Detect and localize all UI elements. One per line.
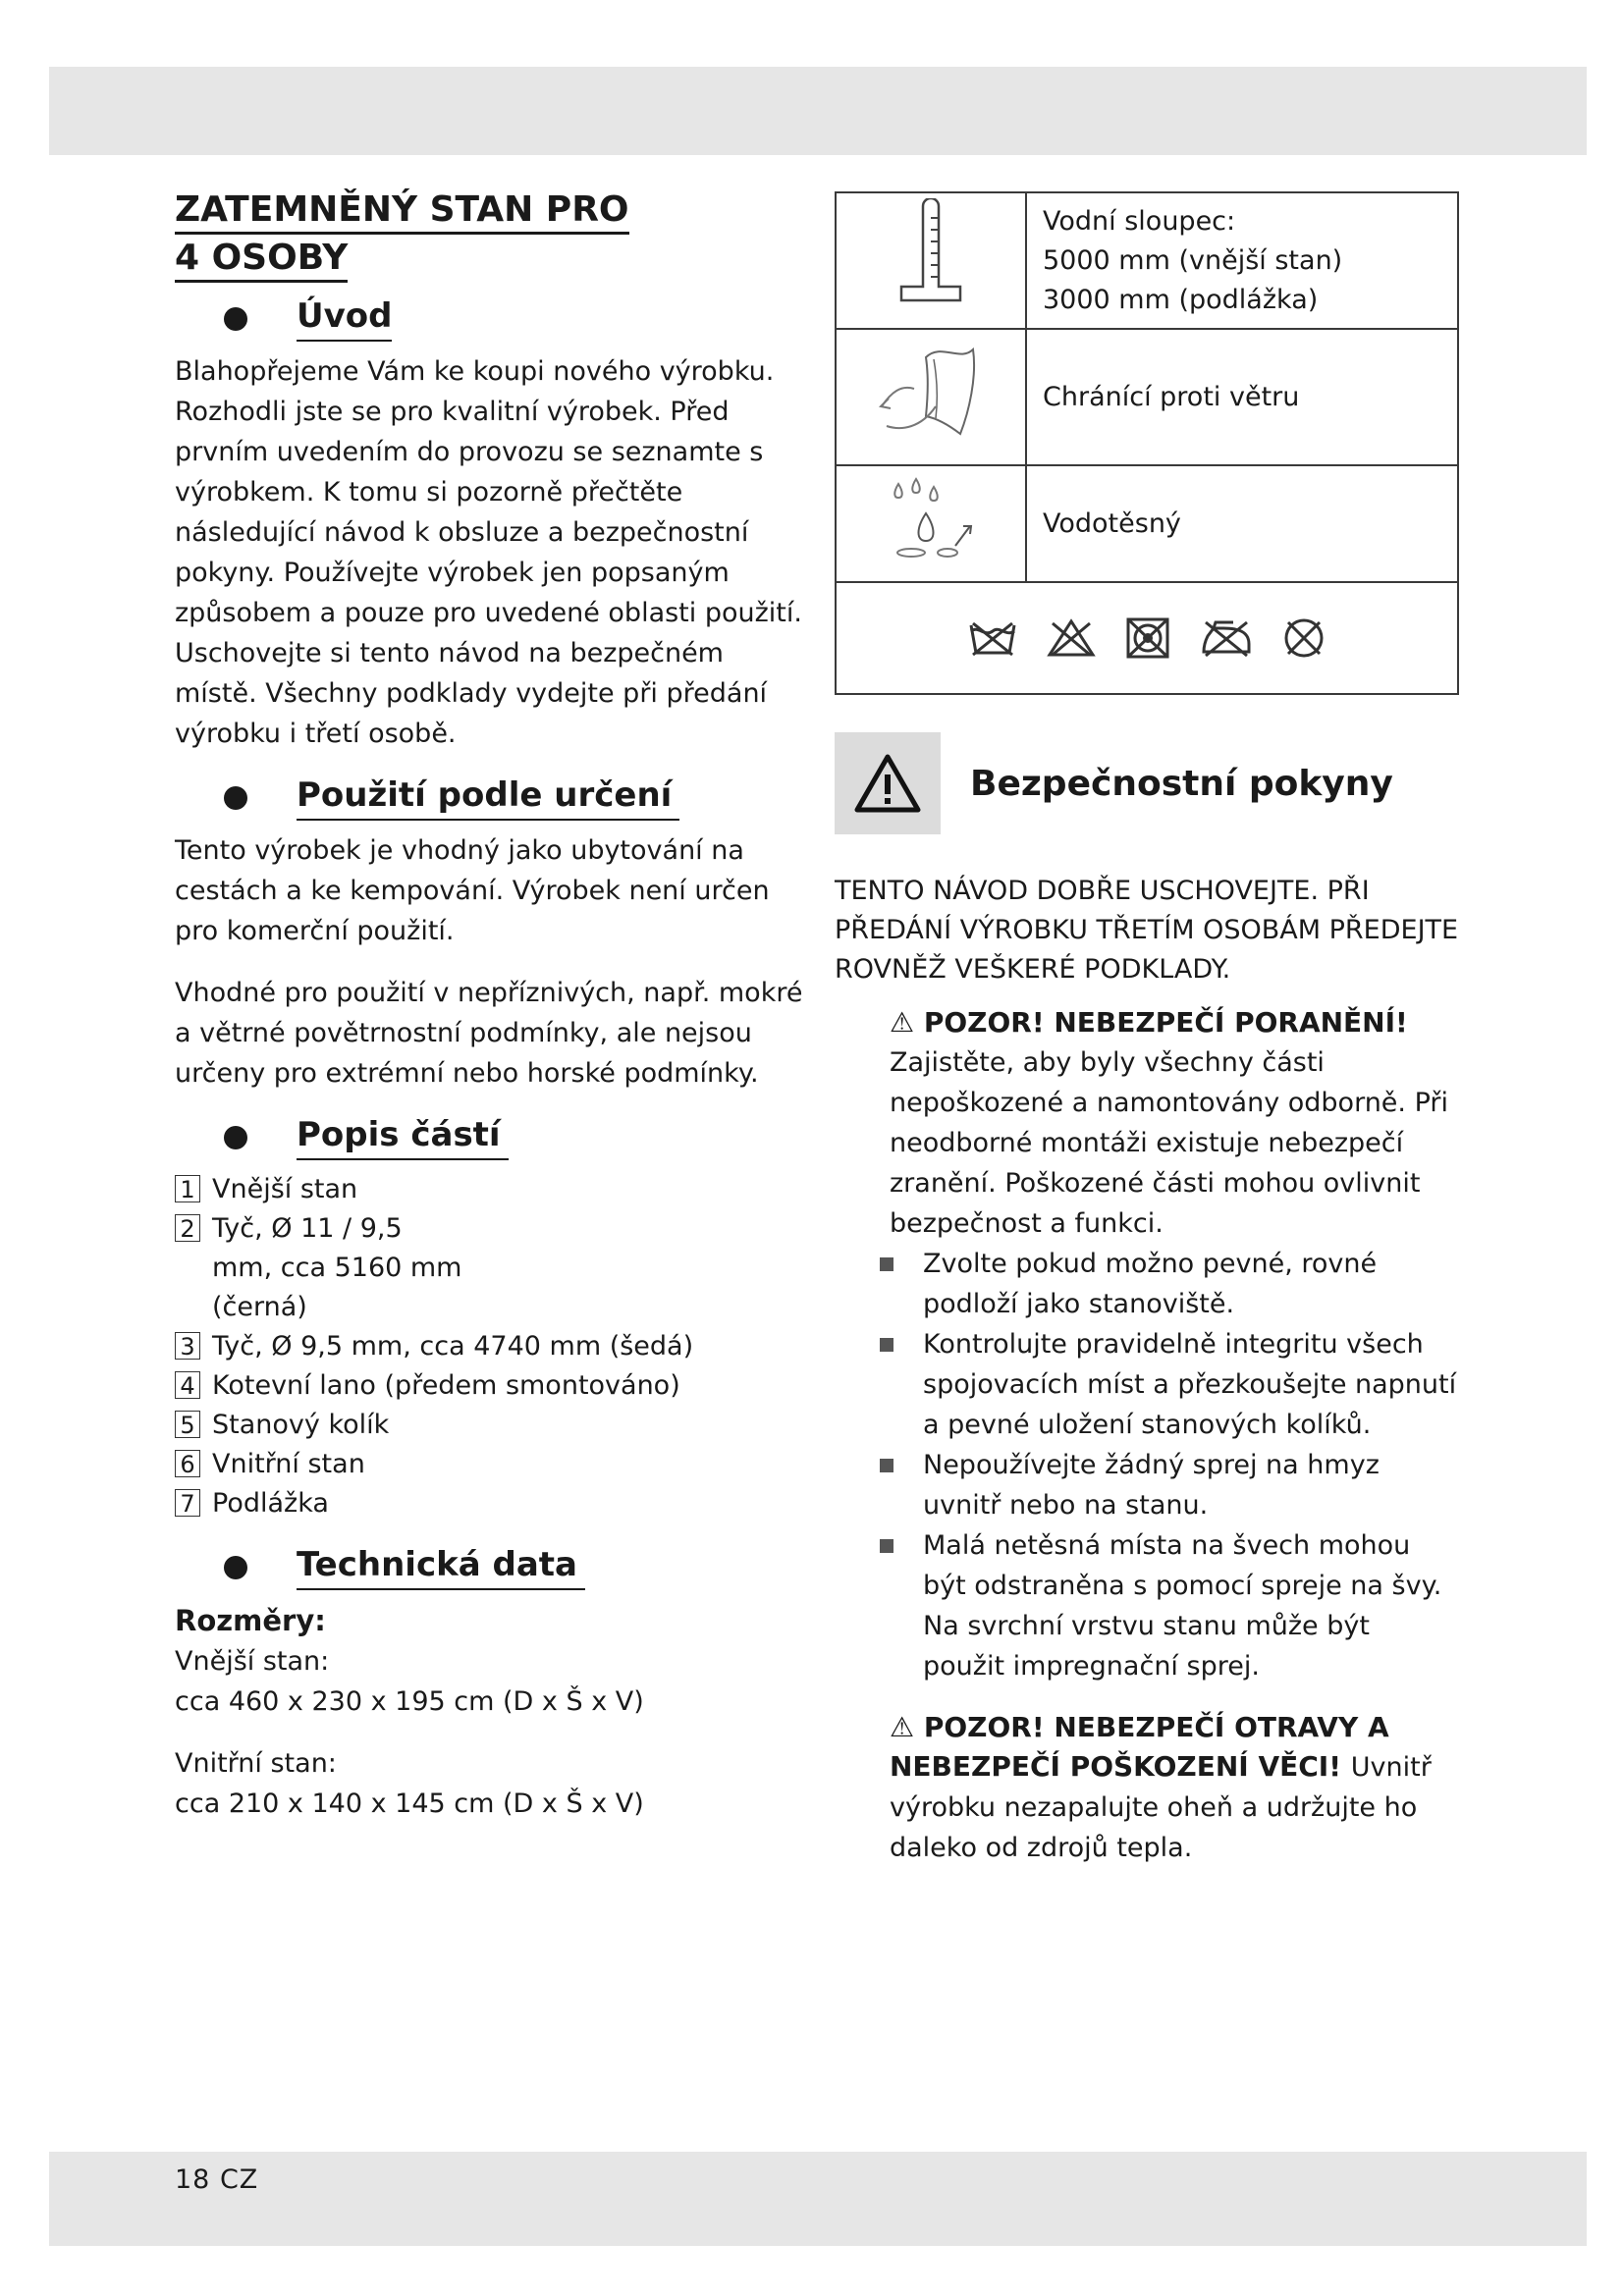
bullet-dot-icon (224, 1126, 247, 1149)
list-item: 1 Vnější stan (175, 1170, 803, 1209)
bullet-dot-icon (224, 786, 247, 810)
warning-icon (853, 753, 922, 814)
no-bleach-icon (1047, 618, 1096, 658)
list-item: 4 Kotevní lano (předem smontováno) (175, 1366, 803, 1406)
water-column-line2: 5000 mm (vnější stan) (1043, 244, 1343, 276)
wind-protection-icon (867, 338, 995, 446)
list-item: 7 Podlážka (175, 1484, 803, 1523)
list-item: 3 Tyč, Ø 9,5 mm, cca 4740 mm (šedá) (175, 1327, 803, 1366)
intended-use-text-2: Vhodné pro použití v nepříznivých, např. mokré a větrné povětrnostní podmínky, ale nejsou určeny pro extrémní nebo horské podmínky. (175, 978, 803, 1089)
water-column-icon (896, 198, 965, 311)
section-parts-heading: Popis částí (224, 1115, 803, 1160)
intended-use-text-1: Tento výrobek je vhodný jako ubytování na cestách a ke kempování. Výrobek není určen pro komerční použití. (175, 835, 770, 946)
water-column-line3: 3000 mm (podlážka) (1043, 284, 1319, 315)
intro-text: Blahopřejeme Vám ke koupi nového výrobku. Rozhodli jste se pro kvalitní výrobek. Před prvním uvedením do provozu se seznamte s výrobkem. K tomu si pozorně přečtěte následující návod k obsluze a bezpečnostní pokyny. Používejte výrobek jen popsaným způsobem a pouze pro uvedené oblasti použití. Uschovejte si tento návod na bezpečném místě. Všechny podklady vydejte při předání výrobku i třetí osobě. (175, 356, 802, 749)
document-title: ZATEMNĚNÝ STAN PRO 4 OSOBY (175, 187, 803, 283)
waterproof-icon (877, 469, 985, 567)
left-column (175, 187, 803, 1824)
section-intended-use-heading: Použití podle určení (224, 775, 803, 821)
no-tumble-dry-icon (1125, 616, 1170, 660)
list-item: Nepoužívejte žádný sprej na hmyz uvnitř nebo na stanu. (890, 1445, 1459, 1525)
water-column-line1: Vodní sloupec: (1043, 205, 1236, 237)
table-row (836, 192, 1458, 329)
dimensions-label: Rozměry: (175, 1604, 326, 1637)
table-row (836, 329, 1458, 465)
safety-instructions (890, 1003, 1459, 1868)
table-row (836, 582, 1458, 694)
list-item: Kontrolujte pravidelně integritu všech spojovacích míst a přezkoušejte napnutí a pevné uložení stanových kolíků. (890, 1324, 1459, 1445)
danger-poison-heading: ⚠ POZOR! NEBEZPEČÍ OTRAVY A NEBEZPEČÍ POŠKOZENÍ VĚCI! Uvnitř výrobku nezapalujte oheň a udržujte ho daleko od zdrojů tepla. (890, 1711, 1432, 1863)
danger-injury-heading: ⚠ POZOR! NEBEZPEČÍ PORANĚNÍ! (890, 1006, 1408, 1039)
list-item: 5 Stanový kolík (175, 1406, 803, 1445)
section-tech-heading: Technická data (224, 1545, 803, 1590)
danger-injury-text: Zajistěte, aby byly všechny části nepoškozené a namontovány odborně. Při neodborné montáži existuje nebezpečí zranění. Poškozené části mohou ovlivnit bezpečnost a funkci. (890, 1047, 1448, 1239)
no-dry-clean-icon (1282, 616, 1326, 660)
bullet-dot-icon (224, 307, 247, 331)
safety-caps-text: TENTO NÁVOD DOBŘE USCHOVEJTE. PŘI PŘEDÁNÍ VÝROBKU TŘETÍM OSOBÁM PŘEDEJTE ROVNĚŽ VEŠKERÉ PODKLADY. (835, 876, 1459, 985)
inner-tent-value: cca 210 x 140 x 145 cm (D x Š x V) (175, 1789, 644, 1819)
header-band (49, 67, 1587, 155)
inner-tent-label: Vnitřní stan: (175, 1748, 337, 1779)
care-symbols (838, 616, 1456, 660)
footer-band (49, 2152, 1587, 2246)
list-item: 2 Tyč, Ø 11 / 9,5 mm, cca 5160 mm (černá) (175, 1209, 803, 1327)
warning-small-icon: ⚠ (890, 1711, 915, 1743)
warning-small-icon: ⚠ (890, 1006, 915, 1039)
bullet-dot-icon (224, 1556, 247, 1579)
list-item: 6 Vnitřní stan (175, 1445, 803, 1484)
list-item: Zvolte pokud možno pevné, rovné podloží jako stanoviště. (890, 1244, 1459, 1324)
right-column (835, 191, 1459, 1868)
list-item: Malá netěsná místa na švech mohou být odstraněna s pomocí spreje na švy. Na svrchní vrstvu stanu může být použit impregnační sprej. (890, 1525, 1459, 1686)
no-wash-icon (968, 619, 1017, 657)
waterproof-text: Vodotěsný (1026, 465, 1458, 582)
wind-protection-text: Chránící proti větru (1026, 329, 1458, 465)
section-intro-heading: Úvod (224, 296, 803, 342)
page-number: 18 CZ (175, 2164, 259, 2195)
parts-list (175, 1170, 803, 1523)
features-table (835, 191, 1459, 695)
square-bullet-icon (880, 1459, 893, 1472)
square-bullet-icon (880, 1338, 893, 1352)
table-row (836, 465, 1458, 582)
danger-poison-text: Uvnitř výrobku nezapalujte oheň a udržujte ho daleko od zdrojů tepla. (890, 1752, 1432, 1863)
outer-tent-value: cca 460 x 230 x 195 cm (D x Š x V) (175, 1686, 644, 1717)
safety-heading: Bezpečnostní pokyny (835, 732, 1459, 834)
no-iron-icon (1200, 618, 1253, 658)
outer-tent-label: Vnější stan: (175, 1646, 330, 1677)
square-bullet-icon (880, 1539, 893, 1553)
square-bullet-icon (880, 1257, 893, 1271)
